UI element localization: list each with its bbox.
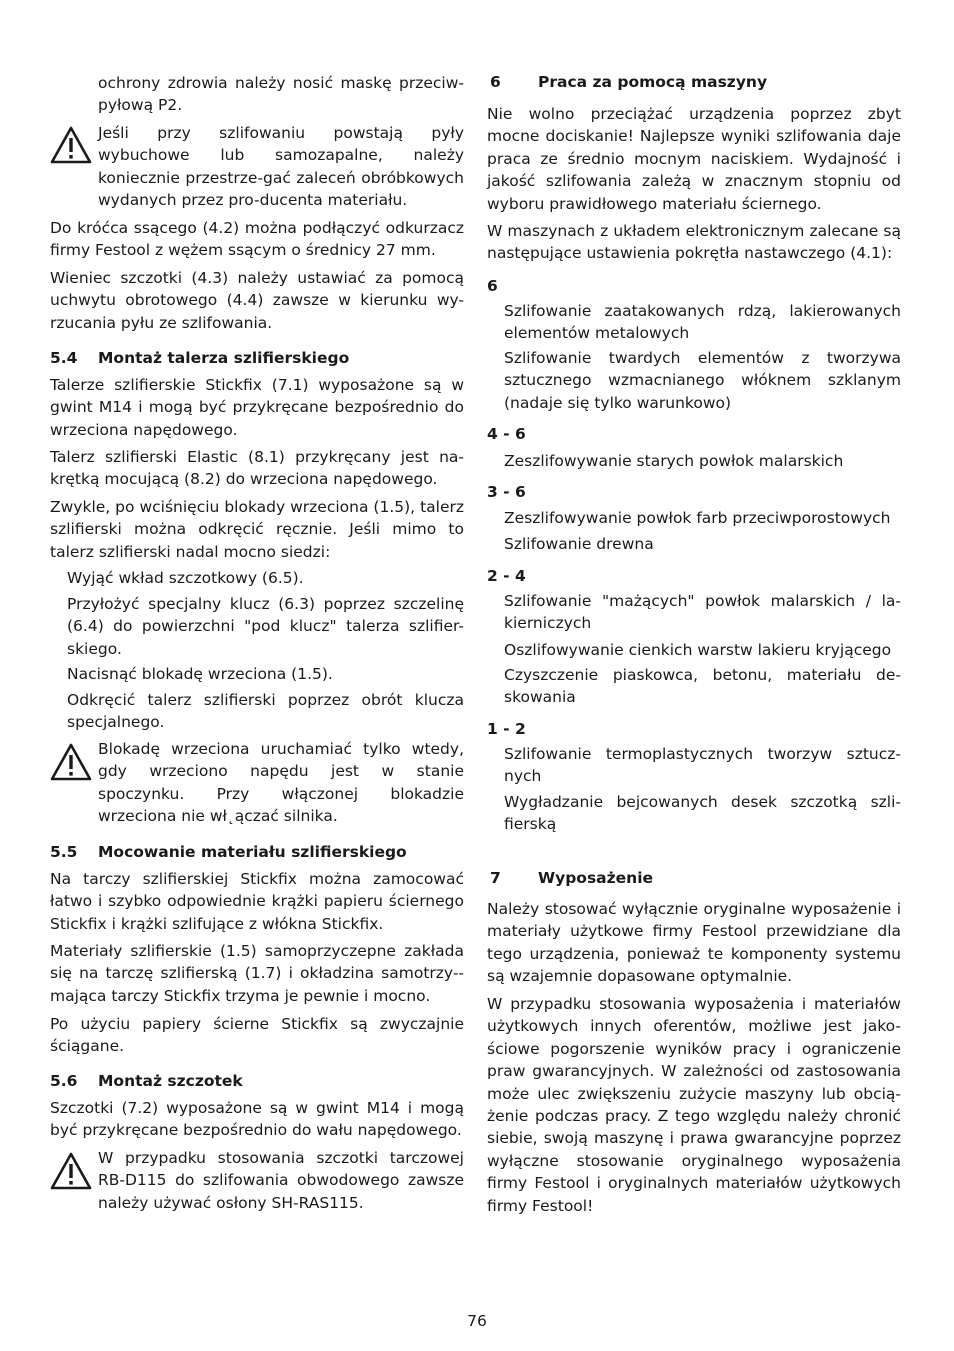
page-number: 76	[467, 1312, 487, 1330]
paragraph: W przypadku stosowania wyposażenia i materiałów użytkowych innych oferentów, możliwe jest jako-ściowe pogorszenie wyników pracy i ograniczenie praw gwarancyjnych. W zależności od zastosowania może ulec zwiększeniu zużycie maszyny lub obcią-żenie podczas pracy. Z tego względu należy chronić siebie, swoją maszynę i prawa gwarancyjne poprzez wyłączne stosowanie oryginalnego wyposażenia firmy Festool i oryginalnych materiałów użytkowych firmy Festool!	[487, 995, 901, 1215]
setting-level: 3 - 6	[487, 483, 526, 501]
setting-item: Szlifowanie twardych elementów z tworzywa sztucznego wzmacnianego włóknem szklanym (nadaje się tylko warunkowo)	[504, 349, 901, 412]
paragraph: Materiały szlifierskie (1.5) samoprzyczepne zakłada się na tarczę szlifierską (1.7) i okładzina samotrzy--mająca tarczy Stickfix trzyma je pewnie i mocno.	[50, 942, 464, 1005]
section-title: Wyposażenie	[538, 869, 654, 887]
paragraph: Talerze szlifierskie Stickfix (7.1) wyposażone są w gwint M14 i mogą być przykręcane bezpośrednio do wrzeciona napędowego.	[50, 376, 464, 439]
section-heading-5-5	[50, 841, 407, 863]
setting-level: 2 - 4	[487, 567, 526, 585]
setting-item: Zeszlifowywanie starych powłok malarskich	[504, 452, 844, 470]
setting-level: 1 - 2	[487, 720, 526, 738]
paragraph: Szczotki (7.2) wyposażone są w gwint M14 i mogą być przykręcane bezpośrednio do wału napędowego.	[50, 1099, 464, 1140]
section-heading-5-4	[50, 347, 349, 369]
list-item: Nacisnąć blokadę wrzeciona (1.5).	[67, 665, 333, 683]
paragraph: W maszynach z układem elektronicznym zalecane są następujące ustawienia pokrętła nastawczego (4.1):	[487, 222, 901, 263]
setting-level: 6	[487, 277, 498, 295]
paragraph-intro: ochrony zdrowia należy nosić maskę przeciw-pyłową P2.	[98, 74, 464, 115]
paragraph-extraction: Do króćca ssącego (4.2) można podłączyć odkurzacz firmy Festool z wężem ssącym o średnicy 27 mm.	[50, 219, 464, 260]
section-title: Montaż szczotek	[98, 1072, 243, 1090]
section-heading-7	[490, 867, 653, 889]
list-item: Przyłożyć specjalny klucz (6.3) poprzez szczelinę (6.4) do powierzchni "pod klucz" talerza szlifier-skiego.	[67, 595, 464, 658]
setting-item: Wygładzanie bejcowanych desek szczotką szli-fierską	[504, 793, 901, 834]
setting-item: Szlifowanie termoplastycznych tworzyw sztucz-nych	[504, 745, 901, 786]
section-title: Praca za pomocą maszyny	[538, 73, 768, 91]
section-title: Montaż talerza szlifierskiego	[98, 349, 350, 367]
list-item: Odkręcić talerz szlifierski poprzez obrót klucza specjalnego.	[67, 691, 464, 732]
section-heading-6	[490, 71, 767, 93]
setting-item: Czyszczenie piaskowca, betonu, materiału de-skowania	[504, 666, 901, 707]
list-item: Wyjąć wkład szczotkowy (6.5).	[67, 569, 304, 587]
section-number: 5.4	[50, 349, 78, 367]
paragraph-brush-ring: Wieniec szczotki (4.3) należy ustawiać za pomocą uchwytu obrotowego (4.4) zawsze w kierunku wy-rzucania pyłu ze szlifowania.	[50, 269, 464, 332]
section-heading-5-6	[50, 1070, 243, 1092]
paragraph: Należy stosować wyłącznie oryginalne wyposażenie i materiały użytkowe firmy Festool przewidziane dla tego urządzenia, ponieważ te komponenty systemu są wzajemnie dopasowane optymalnie.	[487, 900, 901, 986]
warning-text-brush-guard: W przypadku stosowania szczotki tarczowej RB-D115 do szlifowania obwodowego zawsze należy używać osłony SH-RAS115.	[98, 1149, 464, 1212]
section-number: 7	[490, 869, 501, 887]
paragraph: Talerz szlifierski Elastic (8.1) przykręcany jest na-krętką mocującą (8.2) do wrzeciona napędowego.	[50, 448, 464, 489]
setting-level: 4 - 6	[487, 425, 526, 443]
setting-item: Zeszlifowywanie powłok farb przeciwporostowych	[504, 509, 891, 527]
section-number: 6	[490, 73, 501, 91]
warning-text-spindle-lock: Blokadę wrzeciona uruchamiać tylko wtedy, gdy wrzeciono napędu jest w stanie spoczynku. Przy włączonej blokadzie wrzeciona nie wł˛ączać silnika.	[98, 740, 464, 826]
paragraph: Nie wolno przeciążać urządzenia poprzez zbyt mocne dociskanie! Najlepsze wyniki szlifowania daje praca ze średnio mocnym naciskiem. Wydajność i jakość szlifowania zależą w znacznym stopniu od wyboru prawidłowego materiału ściernego.	[487, 105, 901, 213]
paragraph: Po użyciu papiery ścierne Stickfix są zwyczajnie ściągane.	[50, 1015, 464, 1056]
setting-item: Szlifowanie "mażących" powłok malarskich / la-kierniczych	[504, 592, 901, 633]
section-number: 5.6	[50, 1072, 78, 1090]
section-number: 5.5	[50, 843, 78, 861]
section-title: Mocowanie materiału szlifierskiego	[98, 843, 407, 861]
warning-text-dust: Jeśli przy szlifowaniu powstają pyły wybuchowe lub samozapalne, należy koniecznie przestrze-gać zaleceń obróbkowych wydanych przez pro-ducenta materiału.	[98, 124, 464, 210]
paragraph: Na tarczy szlifierskiej Stickfix można zamocować łatwo i szybko odpowiednie krążki papieru ściernego Stickfix i krążki szlifujące z włókna Stickfix.	[50, 870, 464, 933]
paragraph: Zwykle, po wciśnięciu blokady wrzeciona (1.5), talerz szlifierski można odkręcić ręcznie. Jeśli mimo to talerz szlifierski nadal mocno siedzi:	[50, 498, 464, 561]
setting-item: Szlifowanie zaatakowanych rdzą, lakierowanych elementów metalowych	[504, 302, 901, 343]
setting-item: Szlifowanie drewna	[504, 535, 654, 553]
setting-item: Oszlifowywanie cienkich warstw lakieru kryjącego	[504, 641, 892, 659]
